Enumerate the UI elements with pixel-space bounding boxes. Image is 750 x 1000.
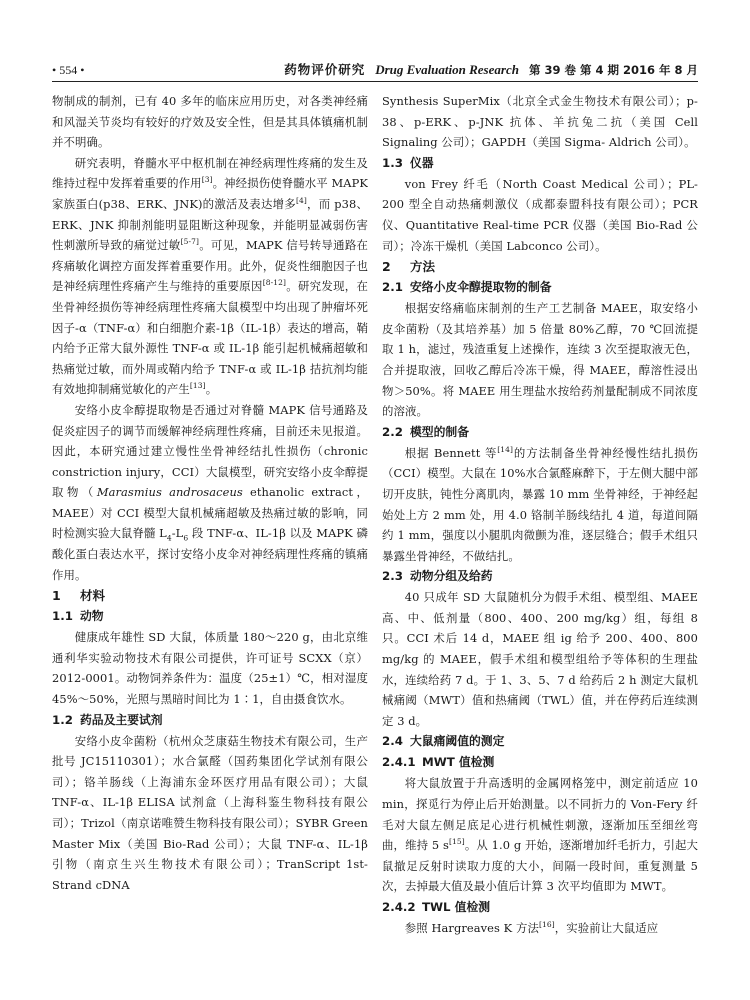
subsection-heading-pain-threshold: 2.4 大鼠痛阈值的测定	[382, 734, 505, 749]
left-column	[52, 91, 368, 986]
paragraph-study-aim: 安络小皮伞醇提取物是否通过对脊髓 MAPK 信号通路及促炎症因子的调节而缓解神经病理性疼痛，目前还未见报道。因此，本研究通过建立慢性坐骨神经结扎性损伤（chronic constriction injury，CCI）大鼠模型，研究安络小皮伞醇提取物（Marasmius androsaceus ethanolic extract，MAEE）对 CCI 模型大鼠机械痛超敏及热痛过敏的影响，同时检测实验大鼠脊髓 $L_4-L_6$ 段 TNF-α、IL-1β 以及 MAPK 磷酸化蛋白表达水平，探讨安络小皮伞对神经病理性疼痛的镇痛作用。	[52, 402, 368, 582]
citation: [8-12]	[262, 278, 287, 288]
paragraph-animals: 健康成年雄性 SD 大鼠，体质量 180～220 g，由北京维通利华实验动物技术有限公司提供，许可证号 SCXX（京）2012-0001。动物饲养条件为：温度（25±1）℃，相对湿度 45%～50%，光照与黑暗时间比为 1∶1，自由摄食饮水。	[52, 630, 368, 707]
volume-issue: 第 39 卷 第 4 期 2016 年 8 月	[528, 63, 698, 77]
paragraph-twl: 参照 Hargreaves K 方法[16]，实验前让大鼠适应	[404, 920, 659, 935]
section-heading-methods: 2 方法	[382, 259, 436, 275]
subsection-heading-instruments: 1.3 仪器	[382, 155, 434, 170]
paragraph-reagents-cont: Synthesis SuperMix（北京全式金生物技术有限公司）；p-38、p-ERK、p-JNK 抗体、羊抗兔二抗（美国 Cell Signaling 公司）；GAPDH（美国 Sigma- Aldrich 公司）。	[382, 94, 698, 150]
page-number: • 554 •	[52, 63, 85, 77]
paragraph-mapk: 研究表明，脊髓水平中枢机制在神经病理性疼痛的发生及维持过程中发挥着重要的作用[3]。神经损伤使脊髓水平 MAPK 家族蛋白(p38、ERK、JNK)的激活及表达增多[4]，而 p38、ERK、JNK 抑制剂能明显阻断这种现象，并能明显减弱伤害性刺激所导致的痛觉过敏[5-7]。可见，MAPK 信号转导通路在疼痛敏化调控方面发挥着重要作用。此外，促炎性细胞因子也是神经病理性疼痛产生与维持的重要原因[8-12]。研究发现，在坐骨神经损伤等神经病理性疼痛大鼠模型中均出现了肿瘤坏死因子-α（TNF-α）和白细胞介素-1β（IL-1β）表达的增高，鞘内给予正常大鼠外源性 TNF-α 或 IL-1β 能引起机械痛超敏和热痛觉过敏，而外周或鞘内给予 TNF-α 或 IL-1β 拮抗剂均能有效地抑制痛觉敏化的产生[13]。	[52, 155, 368, 397]
citation: [3]	[201, 175, 213, 185]
paragraph-instruments: von Frey 纤毛（North Coast Medical 公司）；PL-200 型全自动热痛刺激仪（成都泰盟科技有限公司）；PCR 仪、Quantitative Real-time PCR 仪器（美国 Bio-Rad 公司）；冷冻干燥机（美国 Labconco 公司）。	[382, 176, 698, 253]
running-header	[52, 58, 698, 82]
species-name: Marasmius androsaceus	[96, 485, 243, 500]
citation: [15]	[448, 837, 465, 847]
subsection-heading-animals: 1.1 动物	[52, 609, 104, 624]
subsection-heading-grouping: 2.3 动物分组及给药	[382, 569, 493, 584]
paragraph-mwt: 将大鼠放置于升高透明的金属网格笼中，测定前适应 10 min，探觅行为停止后开始测量。以不同折力的 Von-Fery 纤毛对大鼠左侧足底足心进行机械性刺激，逐渐加压至细丝弯曲，维持 5 s[15]。从 1.0 g 开始，逐渐增加纤毛折力，引起大鼠撤足反射时读取力度的大小，间隔一段时间，重复测量 5 次，去掉最大值及最小值后计算 3 次平均值即为 MWT。	[382, 776, 698, 894]
two-column-body	[52, 91, 698, 986]
subsection-heading-model: 2.2 模型的制备	[382, 424, 469, 439]
subsubsection-heading-mwt: 2.4.1 MWT 值检测	[382, 755, 495, 770]
citation: [5-7]	[180, 237, 200, 247]
section-heading-materials: 1 材料	[52, 588, 106, 604]
right-column	[382, 91, 698, 986]
subsection-heading-preparation: 2.1 安络小皮伞醇提取物的制备	[382, 280, 552, 295]
paragraph-preparation: 根据安络痛临床制剂的生产工艺制备 MAEE，取安络小皮伞菌粉（及其培养基）加 5 倍量 80%乙醇，70 ℃回流提取 1 h，滤过，残渣重复上述操作，连续 3 次至提取液无色，合并提取液，回收乙醇后冷冻干燥，得 MAEE，醇溶性浸出物＞50%。将 MAEE 用生理盐水按给药剂量配制成不同浓度的溶液。	[382, 301, 698, 419]
journal-logo-cn: 药物评价研究	[284, 62, 366, 77]
citation: [13]	[189, 381, 206, 391]
paragraph-reagents: 安络小皮伞菌粉（杭州众芝康菇生物技术有限公司，生产批号 JC15110301）；水合氯醛（国药集团化学试剂有限公司）；铬羊肠线（上海浦东金环医疗用品有限公司）；大鼠 TNF-α、IL-1β ELISA 试剂盒（上海科鉴生物科技有限公司）；Trizol（南京诺唯赞生物科技有限公司）；SYBR Green Master Mix（美国 Bio-Rad 公司）；大鼠 TNF-α、IL-1β 引物（南京生兴生物技术有限公司）；TranScript 1st-Strand cDNA	[52, 733, 368, 892]
citation: [16]	[539, 920, 555, 930]
journal-info	[284, 60, 698, 78]
citation: [4]	[295, 196, 307, 206]
paragraph-grouping: 40 只成年 SD 大鼠随机分为假手术组、模型组、MAEE 高、中、低剂量（800、400、200 mg/kg）组，每组 8 只。CCI 术后 14 d，MAEE 组 ig 给予 200、400、800 mg/kg 的 MAEE，假手术组和模型组给予等体积的生理盐水，连续给药 7 d。于 1、3、5、7 d 给药后 2 h 测定大鼠机械痛阈（MWT）值和热痛阈（TWL）值，并在停药后连续测定 3 d。	[382, 590, 698, 728]
journal-name: Drug Evaluation Research	[375, 62, 519, 77]
paragraph-intro-end: 物制成的制剂，已有 40 多年的临床应用历史，对各类神经痛和风湿关节炎均有较好的疗效及安全性，但是其具体镇痛机制并不明确。	[52, 94, 368, 150]
subsection-heading-reagents: 1.2 药品及主要试剂	[52, 712, 163, 727]
paragraph-model: 根据 Bennett 等[14]的方法制备坐骨神经慢性结扎损伤（CCI）模型。大鼠在 10%水合氯醛麻醉下，于左侧大腿中部切开皮肤，钝性分离肌肉，暴露 10 mm 坐骨神经，于神经起始处上方 2 mm 处，用 4.0 铬制羊肠线结扎 4 道，每道间隔约 1 mm，强度以小腿肌肉微颤为准，逐层缝合；假手术组只暴露坐骨神经，不做结扎。	[382, 444, 698, 563]
subsubsection-heading-twl: 2.4.2 TWL 值检测	[382, 900, 491, 914]
citation: [14]	[497, 444, 514, 454]
